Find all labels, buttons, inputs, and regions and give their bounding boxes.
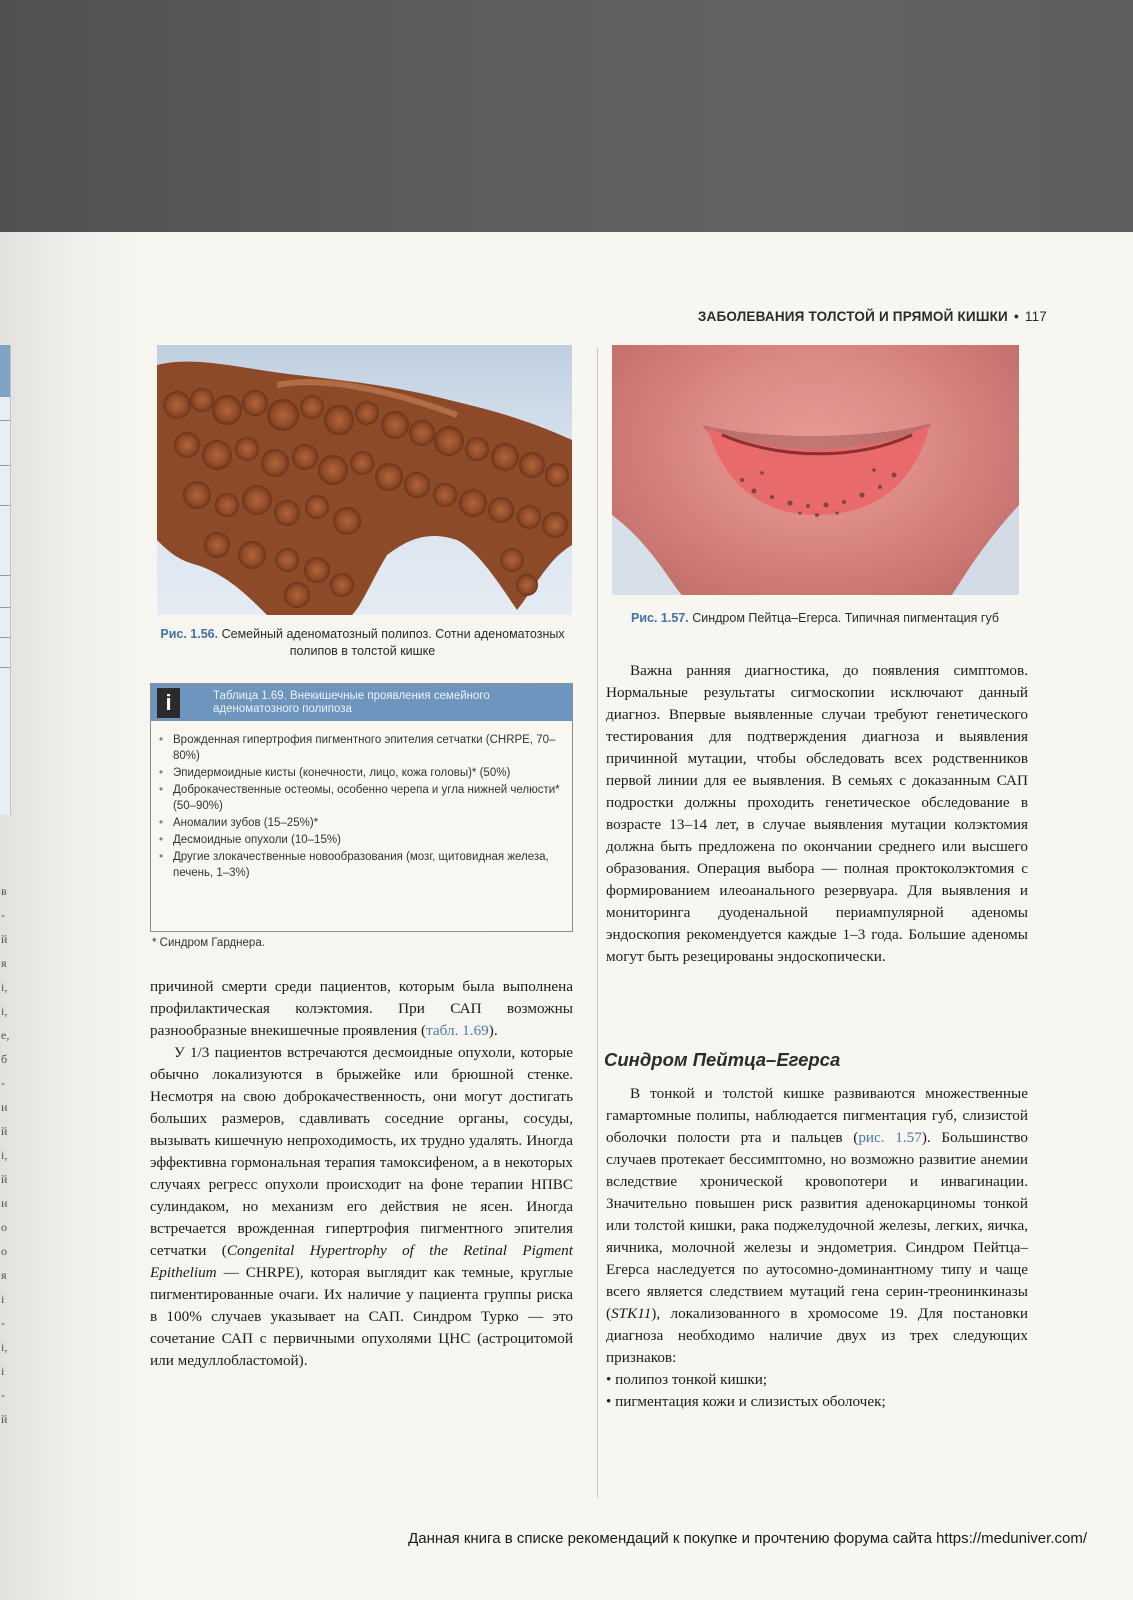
margin-fragment: и <box>1 1196 8 1210</box>
info-icon: i <box>157 688 180 718</box>
table-header <box>151 684 572 721</box>
margin-fragment: й <box>1 1172 8 1186</box>
criteria-list <box>606 1369 1028 1413</box>
margin-fragment: і, <box>1 980 8 994</box>
scanner-top-band <box>0 0 1133 232</box>
list-item: • пигментация кожи и слизистых оболочек; <box>606 1393 886 1410</box>
figure-reference-link[interactable]: рис. 1.57 <box>858 1129 922 1146</box>
margin-fragment: о <box>1 1220 7 1234</box>
list-item: • Другие злокачественные новообразования (мозг, щитовидная железа, печень, 1–3%) <box>159 851 549 879</box>
paragraph: Важна ранняя диагностика, до появления симптомов. Нормальные результаты сигмоскопии исключают данный диагноз. Впервые выявленные случаи требуют генетического тестирования для подтверждения диагноза и выявления причинной мутации, чтобы обследовать всех родственников первой линии для ее выявления. В семьях с доказанным САП подростки должны проходить генетическое обследование в возрасте 13–14 лет, в случае выявления мутации колэктомия должна быть предложена по окончании среднего или высшего образования. Операция выбора — полная проктоколэктомия с формированием илеоанального резервуара. Для выявления и мониторинга дуоденальной периампулярной аденомы эндоскопия рекомендуется каждые 1–3 года. Большие аденомы могут быть резецированы эндоскопически. <box>606 662 1028 965</box>
margin-fragment: й <box>1 932 8 946</box>
paragraph: причиной смерти среди пациентов, которым была выполнена профилактическая колэктомия. При САП возможны разнообразные внекишечные проявления (табл. 1.69). <box>150 978 573 1039</box>
previous-page-edge <box>0 345 11 815</box>
margin-fragment: и <box>1 1100 8 1114</box>
margin-fragment: і <box>1 1364 5 1378</box>
margin-fragment: б <box>1 1052 8 1066</box>
running-header-title: ЗАБОЛЕВАНИЯ ТОЛСТОЙ И ПРЯМОЙ КИШКИ <box>697 309 1008 324</box>
figure-caption-text: Синдром Пейтца–Егерса. Типичная пигментация губ <box>692 611 999 625</box>
section-heading: Синдром Пейтца–Егерса <box>604 1049 841 1070</box>
table-footnote: * Синдром Гарднера. <box>152 937 265 949</box>
previous-page-text-fragments <box>1 880 13 1432</box>
paragraph: У 1/3 пациентов встречаются десмоидные опухоли, которые обычно локализуются в брыжейке или брюшной стенке. Несмотря на свою доброкачественность, они могут достигать больших размеров, сдавливать соседние органы, сосуды, вызывать кишечную непроходимость, их трудно удалять. Иногда эффективна гормональная терапия тамоксифеном, а в некоторых случаях регресс опухоли происходит на фоне терапии НПВС сулиндаком, но механизм его действия не ясен. Иногда встречается врожденная гипертрофия пигментного эпителия сетчатки (Congenital Hypertrophy of the Retinal Pigment Epithelium — CHRPE), которая выглядит как темные, круглые пигментированные очаги. Их наличие у пациента группы риска в 100% случаев указывает на САП. Синдром Турко — это сочетание САП с первичными опухолями ЦНС (астроцитомой или медуллобластомой). <box>150 1044 573 1369</box>
left-column-text <box>150 976 573 1372</box>
list-item: • полипоз тонкой кишки; <box>606 1371 768 1388</box>
figure-caption-text: Семейный аденоматозный полипоз. Сотни аденоматозных полипов в толстой кишке <box>221 627 565 658</box>
site-footer-note: Данная книга в списке рекомендаций к покупке и прочтению форума сайта https://meduniver.com/ <box>408 1530 1087 1547</box>
table-items <box>155 732 567 882</box>
page-number: 117 <box>1024 309 1047 324</box>
figure-1-56-caption <box>150 626 575 660</box>
list-item: • Врожденная гипертрофия пигментного эпителия сетчатки (CHRPE, 70–80%) <box>159 734 556 762</box>
figure-label: Рис. 1.57. <box>631 611 689 625</box>
margin-fragment: я <box>1 1268 7 1282</box>
margin-fragment: - <box>1 1388 5 1402</box>
figure-1-57-caption <box>600 610 1030 627</box>
table-title: Таблица 1.69. Внекишечные проявления семейного аденоматозного полипоза <box>213 690 490 715</box>
list-item: • Эпидермоидные кисты (конечности, лицо, кожа головы)* (50%) <box>159 767 511 779</box>
figure-1-57-lips-photo <box>612 345 1019 595</box>
margin-fragment: і, <box>1 1004 8 1018</box>
margin-fragment: я <box>1 956 7 970</box>
margin-fragment: е, <box>1 1028 10 1042</box>
previous-page-table-header <box>0 345 10 397</box>
paragraph: В тонкой и толстой кишке развиваются множественные гамартомные полипы, наблюдается пигментация губ, слизистой оболочки полости рта и пальцев (рис. 1.57). Большинство случаев протекает бессимптомно, но возможно развитие анемии вследствие хронической кровопотери и инвагинации. Значительно повышен риск развития аденокарциномы тонкой или толстой кишки, рака поджелудочной железы, легких, яичка, яичника, молочной железы и эндометрия. Синдром Пейтца–Егерса наследуется по аутосомно-доминантному типу и чаще всего является следствием мутаций гена серин-треонинкиназы (STK11), локализованного в хромосоме 19. Для постановки диагноза необходимо наличие двух из трех следующих признаков: <box>606 1085 1029 1366</box>
right-column-text <box>606 660 1028 968</box>
list-item: • Аномалии зубов (15–25%)* <box>159 817 319 829</box>
list-item: • Десмоидные опухоли (10–15%) <box>159 834 341 846</box>
table-1-69 <box>150 683 573 932</box>
right-column-text-2 <box>606 1083 1028 1413</box>
table-reference-link[interactable]: табл. 1.69 <box>426 1022 489 1039</box>
margin-fragment: - <box>1 908 5 922</box>
margin-fragment: о <box>1 1244 7 1258</box>
margin-fragment: і, <box>1 1340 8 1354</box>
figure-label: Рис. 1.56. <box>160 627 219 641</box>
running-header <box>698 309 1047 324</box>
header-bullet: • <box>1013 309 1019 324</box>
margin-fragment: й <box>1 1124 8 1138</box>
margin-fragment: й <box>1 1412 8 1426</box>
column-divider <box>597 348 598 1498</box>
margin-fragment: і, <box>1 1148 8 1162</box>
margin-fragment: - <box>1 1076 5 1090</box>
figure-1-56-colon-specimen-photo <box>157 345 572 615</box>
list-item: • Доброкачественные остеомы, особенно черепа и угла нижней челюсти* (50–90%) <box>159 784 560 812</box>
margin-fragment: в <box>1 884 7 898</box>
margin-fragment: і <box>1 1292 5 1306</box>
margin-fragment: - <box>1 1316 5 1330</box>
